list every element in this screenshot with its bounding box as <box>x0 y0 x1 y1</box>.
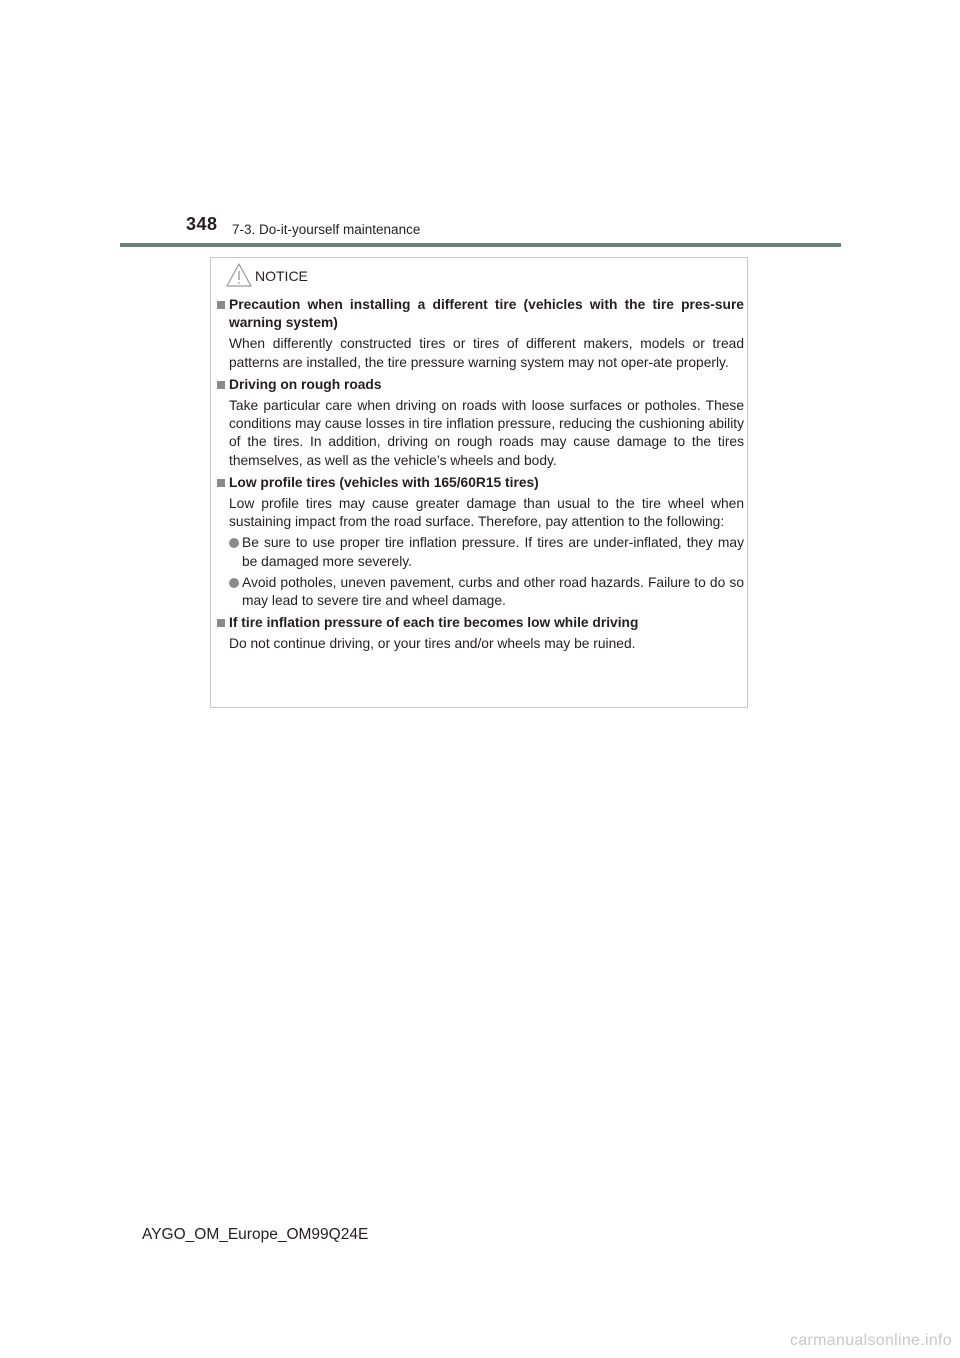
round-bullet-icon <box>229 538 239 548</box>
notice-item <box>216 376 744 470</box>
notice-item-title: Driving on rough roads <box>229 376 382 392</box>
notice-header <box>225 262 308 288</box>
notice-sub-item-text: Be sure to use proper tire inflation pressure. If tires are under-inflated, they may be damaged more severely. <box>242 535 744 569</box>
page-number: 348 <box>186 214 218 234</box>
square-bullet-icon <box>217 619 225 627</box>
section-title: 7-3. Do-it-yourself maintenance <box>232 222 421 237</box>
document-id: AYGO_OM_Europe_OM99Q24E <box>142 1226 369 1243</box>
notice-label: NOTICE <box>255 268 308 284</box>
notice-item <box>216 474 744 610</box>
square-bullet-icon <box>217 301 225 309</box>
notice-item-text: When differently constructed tires or tires of different makers, models or tread patterns are installed, the tire pressure warning system may not oper-ate properly. <box>229 336 744 370</box>
notice-item-title: Precaution when installing a different tire (vehicles with the tire pres-sure warning system) <box>229 297 744 331</box>
notice-body <box>216 296 744 658</box>
notice-sub-item <box>229 534 744 570</box>
watermark: carmanualsonline.info <box>790 1332 952 1349</box>
notice-sub-item <box>229 574 744 610</box>
square-bullet-icon <box>217 479 225 487</box>
notice-item-text: Take particular care when driving on roads with loose surfaces or potholes. These conditions may cause losses in tire inflation pressure, reducing the cushioning ability of the tires. In addition, driving on rough roads may cause damage to the tires themselves, as well as the vehicle’s wheels and body. <box>229 398 744 468</box>
notice-item <box>216 296 744 372</box>
notice-item-text: Low profile tires may cause greater damage than usual to the tire wheel when sustaining impact from the road surface. Therefore, pay attention to the following: <box>229 496 744 530</box>
notice-sub-item-text: Avoid potholes, uneven pavement, curbs and other road hazards. Failure to do so may lead to severe tire and wheel damage. <box>242 574 744 609</box>
notice-item <box>216 614 744 653</box>
notice-item-title: Low profile tires (vehicles with 165/60R15 tires) <box>229 474 539 490</box>
round-bullet-icon <box>229 578 239 588</box>
notice-box <box>210 257 748 708</box>
header-rule <box>120 243 841 247</box>
square-bullet-icon <box>217 381 225 389</box>
notice-item-text: Do not continue driving, or your tires and/or wheels may be ruined. <box>229 636 636 652</box>
warning-triangle-icon <box>225 262 253 288</box>
notice-item-title: If tire inflation pressure of each tire becomes low while driving <box>229 615 639 631</box>
